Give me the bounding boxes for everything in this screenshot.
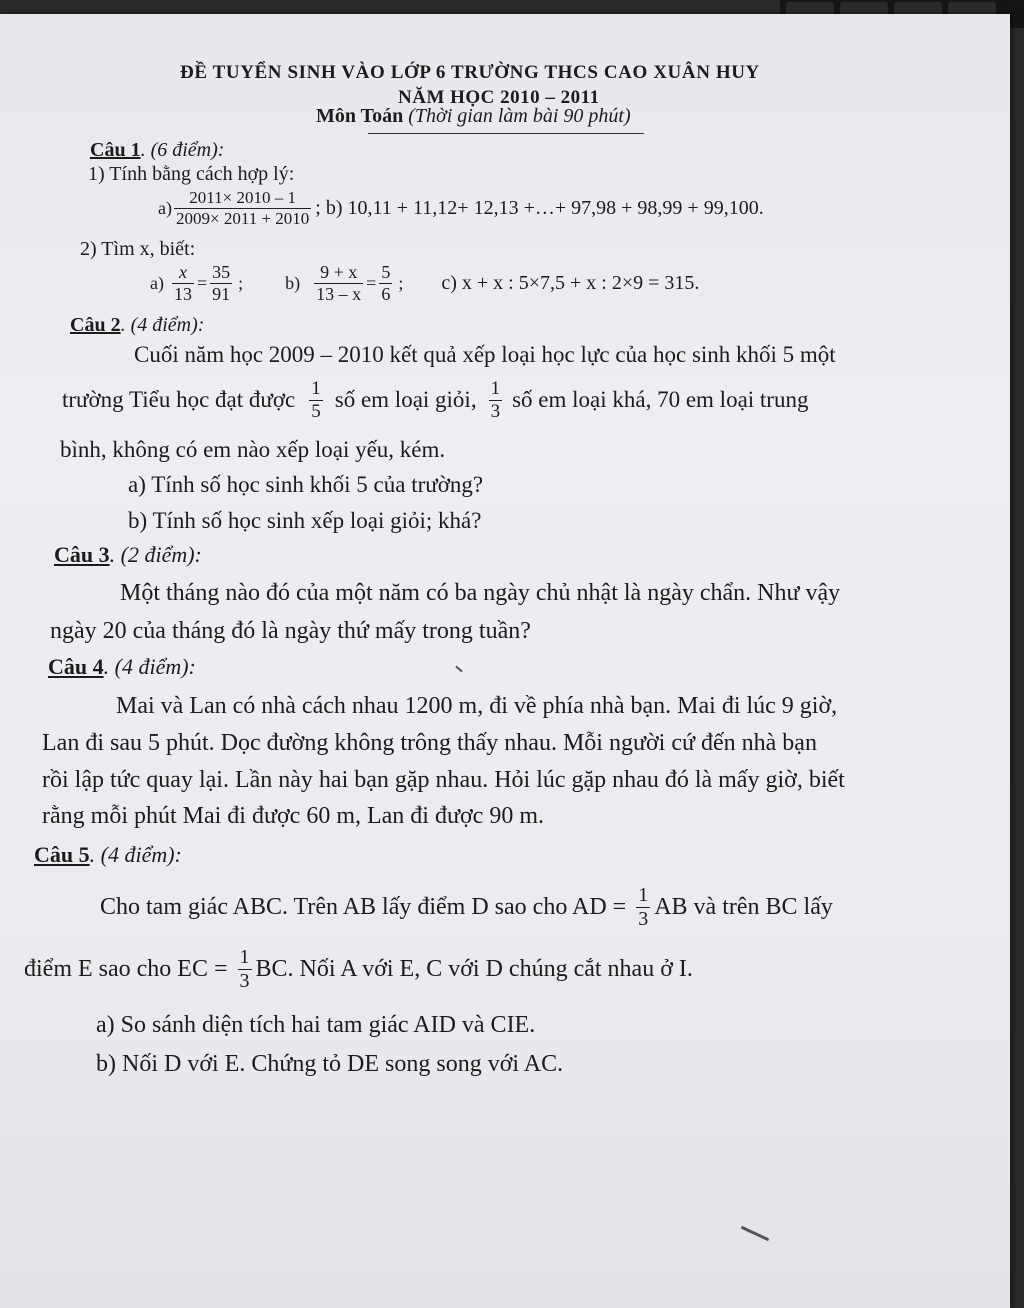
q4-line2: Lan đi sau 5 phút. Dọc đường không trông thấy nhau. Mỗi người cứ đến nhà bạn — [42, 730, 817, 756]
q2-line2-b: số em loại giỏi, — [334, 387, 477, 413]
q4-line3: rồi lập tức quay lại. Lần này hai bạn gặp nhau. Hỏi lúc gặp nhau đó là mấy giờ, biết — [42, 767, 845, 793]
q2-line3: bình, không có em nào xếp loại yếu, kém. — [60, 437, 446, 462]
q5-part-a: a) So sánh diện tích hai tam giác AID và CIE. — [96, 1012, 536, 1038]
exam-title: ĐỀ TUYỂN SINH VÀO LỚP 6 TRƯỜNG THCS CAO XUÂN HUY — [180, 62, 760, 83]
q2-points: . (4 điểm): — [120, 314, 205, 336]
q1-a-denominator: 2009× 2011 + 2010 — [175, 208, 310, 228]
q1-p2a-frac2 — [210, 262, 232, 304]
q2-line1: Cuối năm học 2009 – 2010 kết quả xếp loại học lực của học sinh khối 5 một — [134, 342, 836, 367]
q1-points: . (6 điểm): — [140, 139, 225, 161]
q5-frac-ad — [636, 884, 650, 931]
q5-frac1-den: 3 — [638, 908, 649, 930]
q2-title: Câu 2 — [70, 314, 121, 336]
q1-p2a-label: a) — [150, 272, 164, 293]
q2-part-a: a) Tính số học sinh khối 5 của trường? — [128, 472, 484, 497]
q1-p2b-num2: 5 — [381, 262, 391, 282]
q1-p2a-eq: = — [196, 272, 208, 293]
q2-line2-c: số em loại khá, 70 em loại trung — [512, 387, 809, 413]
q5-heading — [34, 842, 182, 868]
q1-p2b-den1: 13 – x — [316, 283, 362, 304]
q5-line1 — [100, 884, 833, 931]
q1-p2b-frac2 — [379, 262, 392, 304]
subject: Môn Toán — [316, 105, 404, 127]
time-limit: (Thời gian làm bài 90 phút) — [408, 105, 631, 127]
q1-p2a-den2: 91 — [212, 283, 231, 304]
q1-a-fraction — [174, 188, 311, 228]
q5-frac2-num: 1 — [239, 946, 250, 968]
q5-frac1-num: 1 — [638, 884, 649, 906]
q1-p2a-den1: 13 — [173, 283, 192, 304]
q1-p2b-frac1 — [314, 262, 363, 304]
q1-p2a-frac1 — [172, 262, 194, 304]
q3-line1: Một tháng nào đó của một năm có ba ngày chủ nhật là ngày chẩn. Như vậy — [120, 580, 841, 606]
q1-p2b-eq: = — [366, 272, 377, 293]
q1-a-label: a) — [158, 197, 172, 218]
q2-frac2-num: 1 — [490, 378, 501, 399]
q1-p2b-num1: 9 + x — [314, 262, 363, 284]
q1-part1: 1) Tính bằng cách hợp lý: — [88, 163, 295, 185]
q5-frac-ec — [238, 946, 252, 993]
q5-points: . (4 điểm): — [89, 842, 182, 867]
q4-line1: Mai và Lan có nhà cách nhau 1200 m, đi về phía nhà bạn. Mai đi lúc 9 giờ, — [116, 693, 838, 719]
q3-heading — [54, 542, 202, 568]
q5-line2-a: điểm E sao cho EC = — [24, 956, 228, 982]
q5-line1-a: Cho tam giác ABC. Trên AB lấy điểm D sao cho AD = — [100, 894, 627, 920]
q3-line2: ngày 20 của tháng đó là ngày thứ mấy trong tuần? — [50, 618, 531, 644]
q5-line2-b: BC. Nối A với E, C với D chúng cắt nhau ở I. — [255, 956, 693, 982]
q4-line4: rằng mỗi phút Mai đi được 60 m, Lan đi được 90 m. — [42, 803, 544, 829]
q5-part-b: b) Nối D với E. Chứng tỏ DE song song với AC. — [96, 1051, 564, 1077]
q1-p2b-den2: 6 — [381, 283, 391, 304]
q2-line2 — [62, 378, 808, 423]
subject-line — [316, 105, 631, 128]
header-underline — [368, 133, 644, 134]
q1-heading — [90, 139, 224, 162]
q2-frac1-num: 1 — [311, 378, 321, 399]
q2-part-b: b) Tính số học sinh xếp loại giỏi; khá? — [128, 508, 482, 533]
q1-p2a-end: ; — [238, 272, 244, 293]
q4-title: Câu 4 — [48, 654, 104, 679]
q1-part1-line — [158, 188, 764, 228]
q1-part2-label: 2) Tìm x, biết: — [80, 238, 196, 260]
q2-frac-kha — [489, 378, 503, 423]
q1-p2b-label: b) — [285, 272, 301, 293]
q5-line2 — [24, 946, 693, 993]
q5-frac2-den: 3 — [239, 970, 250, 992]
q2-heading — [70, 314, 204, 337]
q2-line2-a: trường Tiểu học đạt được — [62, 387, 296, 413]
q4-heading — [48, 654, 196, 680]
q5-line1-b: AB và trên BC lấy — [654, 894, 833, 920]
school-year: NĂM HỌC 2010 – 2011 — [398, 87, 600, 108]
q2-frac-gioi — [309, 378, 323, 423]
q3-title: Câu 3 — [54, 542, 110, 567]
q3-points: . (2 điểm): — [109, 542, 202, 567]
q1-p2b-end: ; — [398, 272, 404, 293]
q1-b-sum: ; b) 10,11 + 11,12+ 12,13 +…+ 97,98 + 98,99 + 99,100. — [315, 196, 764, 219]
q1-title: Câu 1 — [90, 139, 141, 161]
q1-p2a-num1: x — [172, 262, 194, 284]
q4-points: . (4 điểm): — [103, 654, 196, 679]
q1-p2c: c) x + x : 5×7,5 + x : 2×9 = 315. — [441, 271, 700, 294]
q2-frac2-den: 3 — [490, 400, 501, 422]
q1-part2 — [80, 238, 195, 261]
q1-a-numerator: 2011× 2010 – 1 — [174, 188, 311, 209]
q1-part2-line — [150, 262, 699, 304]
q1-p2a-num2: 35 — [212, 262, 231, 282]
q5-title: Câu 5 — [34, 842, 90, 867]
q2-frac1-den: 5 — [311, 400, 321, 422]
